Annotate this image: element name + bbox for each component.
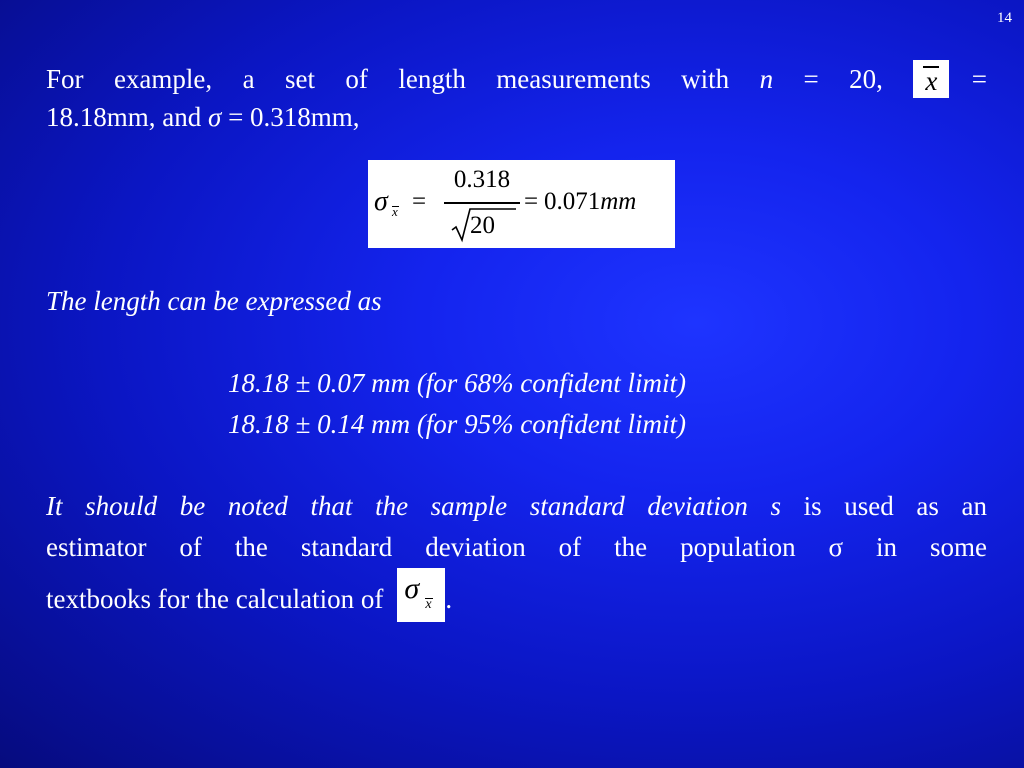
formula-result-value: 0.071 — [544, 188, 601, 215]
fraction-line — [444, 202, 520, 204]
formula-sigma: σ — [374, 186, 388, 217]
page-number: 14 — [997, 10, 1012, 26]
sigma-symbol: σ — [208, 102, 222, 132]
standard-error-formula — [368, 160, 675, 248]
n-symbol: n — [759, 64, 774, 94]
xbar-symbol: x — [925, 66, 938, 96]
intro-line-1 — [46, 60, 987, 98]
word: measurements — [496, 64, 651, 94]
word: length — [398, 64, 466, 94]
note-line-2: estimator of the standard deviation of the population σ in some — [46, 532, 987, 562]
formula-subscript: x — [392, 204, 398, 219]
formula-numerator: 0.318 — [453, 166, 511, 193]
word: example, — [113, 64, 213, 94]
n-equals: = — [803, 64, 819, 94]
formula-result-unit: mm — [600, 188, 637, 215]
sigma-xbar-box — [397, 568, 445, 622]
xbar-equals: = — [971, 64, 987, 94]
intro-line-2 — [46, 98, 987, 136]
note-line-3 — [46, 568, 987, 614]
note-line-3-text: textbooks for the calculation of — [46, 584, 384, 614]
word: of — [345, 64, 368, 94]
intro-paragraph — [46, 60, 987, 136]
n-value: 20, — [849, 64, 883, 94]
word: set — [284, 64, 315, 94]
sigma-value: = 0.318mm, — [228, 102, 360, 132]
note-line-1 — [46, 486, 987, 527]
formula-denominator: 20 — [470, 212, 495, 239]
result-68: 18.18 ± 0.07 mm (for 68% confident limit) — [228, 368, 687, 398]
formula-equals: = — [412, 188, 427, 215]
word: For — [46, 64, 84, 94]
note-period: . — [445, 584, 453, 614]
mean-value-text: 18.18mm, and — [46, 102, 202, 132]
sigma-xbar-symbol: σ — [404, 572, 420, 605]
note-italic: It should be noted that the sample standard deviation s — [46, 491, 782, 521]
formula-equals: = — [524, 188, 539, 215]
result-95: 18.18 ± 0.14 mm (for 95% confident limit) — [228, 409, 687, 439]
formula-result — [544, 188, 636, 216]
word: a — [242, 64, 255, 94]
expressed-text: The length can be expressed as — [46, 286, 382, 316]
xbar-equation-box — [913, 60, 949, 98]
note-paragraph — [46, 486, 987, 614]
note-rest: is used as an — [781, 491, 987, 521]
sigma-xbar-subscript: x — [425, 597, 432, 612]
word: with — [681, 64, 730, 94]
